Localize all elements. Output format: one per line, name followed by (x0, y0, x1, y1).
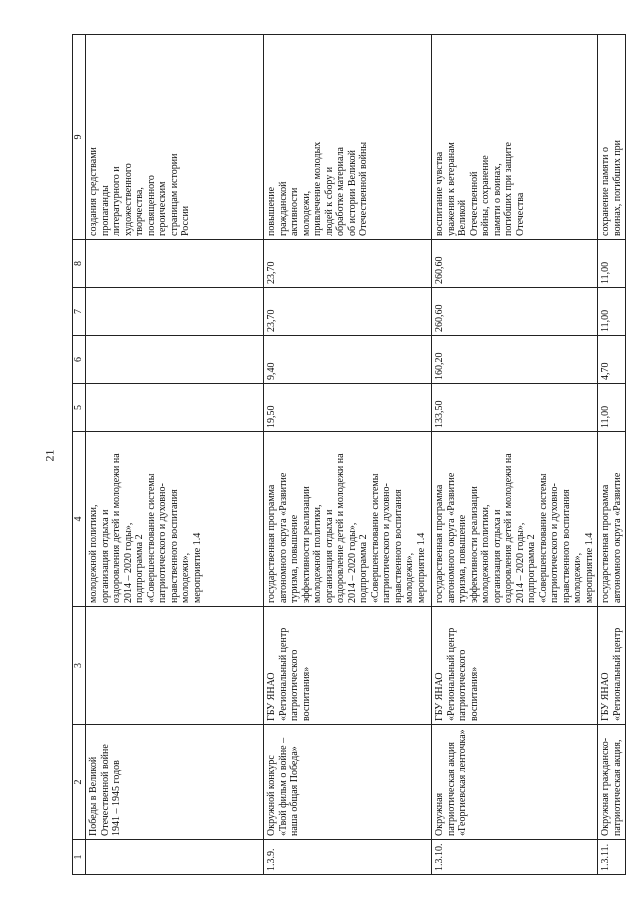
row-number (86, 840, 264, 875)
event-name: Победы в Великой Отечественной войне 1941 – 1945 годов (86, 725, 264, 840)
amount-col6 (86, 336, 264, 384)
amount-col6: 9,40 (264, 336, 432, 384)
expected-result: воспитание чувства уважения к ветеранам Великой Отечественной войны, сохранение памяти о воинах, погибших при защите Отечества (432, 35, 598, 240)
amount-col8: 11,00 (598, 240, 626, 288)
organizer: ГБУ ЯНАО «Региональный центр патриотического воспитания» (264, 607, 432, 725)
expected-result: сохранение памяти о воинах, погибших при (598, 35, 626, 240)
amount-col6: 160,20 (432, 336, 598, 384)
expected-result: создания средствами пропаганды литературного и художественного творчества, посвященного героическим страницам истории России (86, 35, 264, 240)
amount-col5: 11,00 (598, 384, 626, 432)
program: государственная программа автономного округа «Развитие туризма, повышение эффективности реализации молодежной политики, организация отдыха и оздоровления детей и молодежи на 2014 – 2020 годы», подпрограмма 2 «Совершенствование системы патриотического и духовно- нравственного воспитания молодежи», мероприятие 1.4 (432, 432, 598, 607)
amount-col7: 11,00 (598, 288, 626, 336)
table-row (598, 35, 626, 875)
amount-col7: 23,70 (264, 288, 432, 336)
organizer (86, 607, 264, 725)
event-name: Окружная гражданско-патриотическая акция, (598, 725, 626, 840)
program: государственная программа автономного округа «Развитие (598, 432, 626, 607)
col-header: 9 (73, 35, 86, 240)
organizer: ГБУ ЯНАО «Региональный центр (598, 607, 626, 725)
amount-col8 (86, 240, 264, 288)
col-header: 3 (73, 607, 86, 725)
table-row (264, 35, 432, 875)
col-header: 8 (73, 240, 86, 288)
expected-result: повышение гражданской активности молодежи, привлечение молодых людей к сбору и обработке материала об истории Великой Отечественной войны (264, 35, 432, 240)
event-name: Окружной конкурс «Твой фильм о войне – наша общая Победа» (264, 725, 432, 840)
event-name: Окружная патриотическая акция «Георгиевская ленточка» (432, 725, 598, 840)
col-header: 6 (73, 336, 86, 384)
col-header: 5 (73, 384, 86, 432)
row-number: 1.3.9. (264, 840, 432, 875)
amount-col6: 4,70 (598, 336, 626, 384)
col-header: 4 (73, 432, 86, 607)
amount-col5: 133,50 (432, 384, 598, 432)
row-number: 1.3.10. (432, 840, 598, 875)
organizer: ГБУ ЯНАО «Региональный центр патриотического воспитания» (432, 607, 598, 725)
table-row (86, 35, 264, 875)
header-row (73, 35, 86, 875)
col-header: 2 (73, 725, 86, 840)
amount-col8: 23,70 (264, 240, 432, 288)
table-row (432, 35, 598, 875)
amount-col5 (86, 384, 264, 432)
program: молодежной политики, организация отдыха и оздоровления детей и молодежи на 2014 – 2020 годы», подпрограмма 2 «Совершенствование системы патриотического и духовно- нравственного воспитания молодежи», мероприятие 1.4 (86, 432, 264, 607)
program: государственная программа автономного округа «Развитие туризма, повышение эффективности реализации молодежной политики, организация отдыха и оздоровление детей и молодежи на 2014 – 2020 годы», подпрограмма 2 «Совершенствование системы патриотического и духовно- нравственного воспитания молодежи», мероприятие 1.4 (264, 432, 432, 607)
amount-col7: 260,60 (432, 288, 598, 336)
amount-col5: 19,50 (264, 384, 432, 432)
page-number: 21 (42, 449, 57, 462)
row-number: 1.3.11. (598, 840, 626, 875)
events-table (72, 34, 626, 875)
amount-col7 (86, 288, 264, 336)
col-header: 1 (73, 840, 86, 875)
rotated-page (72, 35, 623, 875)
amount-col8: 260,60 (432, 240, 598, 288)
col-header: 7 (73, 288, 86, 336)
